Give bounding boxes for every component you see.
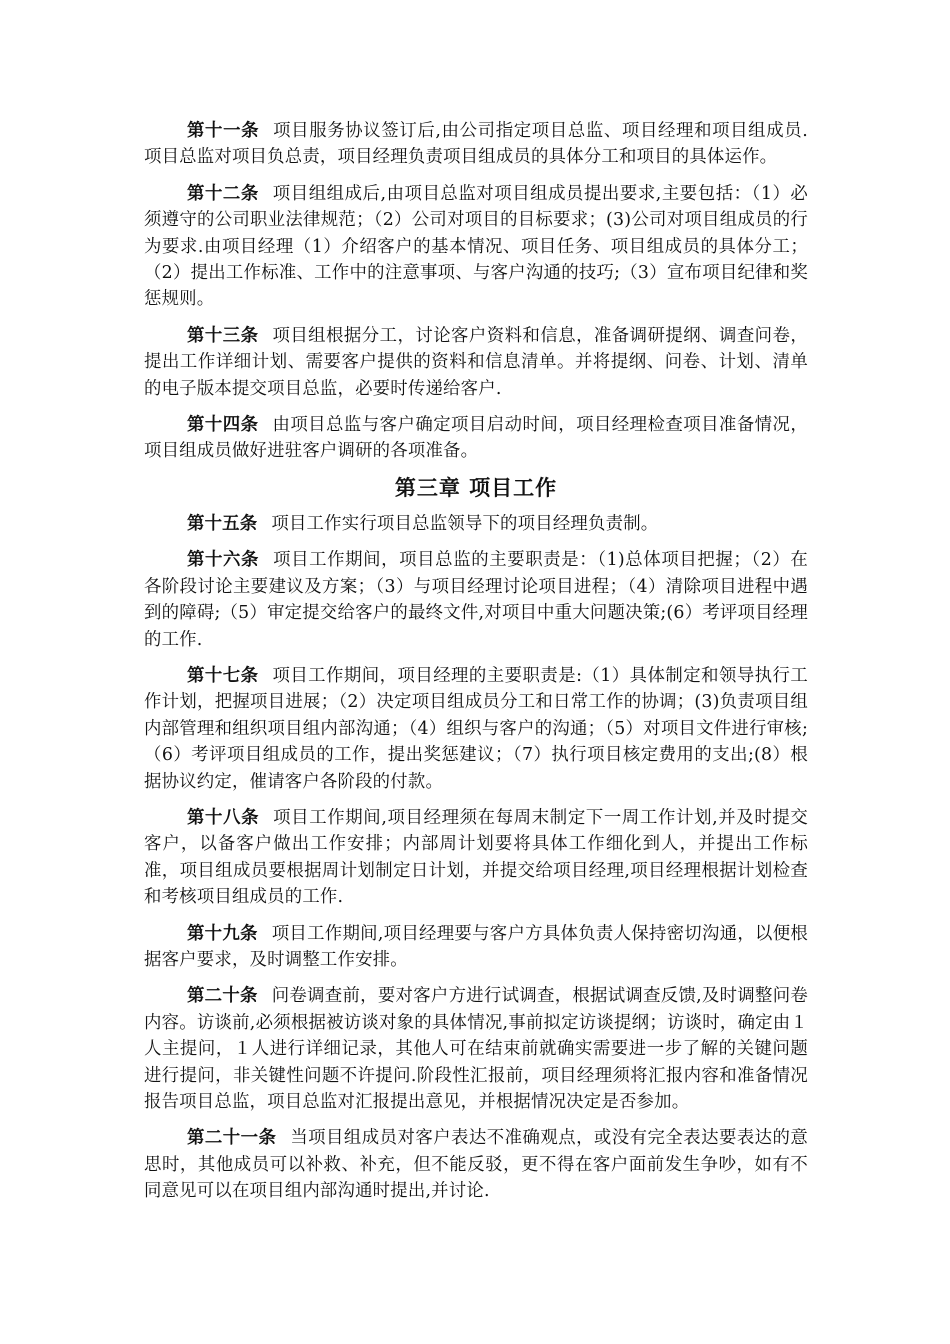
article-label: 第二十一条 [187, 1128, 277, 1149]
article-label: 第十七条 [187, 665, 259, 686]
article-text: 由项目总监与客户确定项目启动时间，项目经理检查项目准备情况，项目组成员做好进驻客户调研的各项准备。 [144, 415, 808, 462]
article-15 [144, 511, 808, 537]
article-16 [144, 547, 808, 653]
article-text: 项目组组成后,由项目总监对项目组成员提出要求,主要包括：（1）必须遵守的公司职业法律规范；（2）公司对项目的目标要求；(3)公司对项目组成员的行为要求.由项目经理（1）介绍客户的基本情况、项目任务、项目组成员的具体分工；（2）提出工作标准、工作中的注意事项、与客户沟通的技巧;（3）宣布项目纪律和奖惩规则。 [144, 183, 808, 310]
article-12 [144, 181, 808, 313]
article-18 [144, 805, 808, 911]
chapter-title: 第三章 项目工作 [394, 474, 558, 500]
article-20 [144, 983, 808, 1115]
article-19 [144, 921, 808, 974]
article-text: 项目工作期间，项目经理的主要职责是:（1）具体制定和领导执行工作计划，把握项目进展；（2）决定项目组成员分工和日常工作的协调；(3)负责项目组内部管理和组织项目组内部沟通；（4）组织与客户的沟通；（5）对项目文件进行审核;（6）考评项目组成员的工作，提出奖惩建议；（7）执行项目核定费用的支出;(8）根据协议约定，催请客户各阶段的付款。 [144, 665, 808, 792]
document-page [144, 118, 808, 1215]
article-label: 第十一条 [187, 121, 260, 141]
article-label: 第十五条 [187, 513, 258, 534]
article-text: 项目工作期间,项目经理要与客户方具体负责人保持密切沟通，以便根据客户要求，及时调整工作安排。 [144, 923, 808, 970]
article-13 [144, 323, 808, 402]
article-label: 第十四条 [187, 415, 259, 436]
article-14 [144, 412, 808, 465]
article-text: 项目服务协议签订后,由公司指定项目总监、项目经理和项目组成员.项目总监对项目负总责，项目经理负责项目组成员的具体分工和项目的具体运作。 [144, 121, 808, 168]
article-text: 当项目组成员对客户表达不准确观点，或没有完全表达要表达的意思时，其他成员可以补救、补充，但不能反驳，更不得在客户面前发生争吵，如有不同意见可以在项目组内部沟通时提出,并讨论. [144, 1128, 808, 1202]
article-text: 项目组根据分工，讨论客户资料和信息，准备调研提纲、调查问卷，提出工作详细计划、需要客户提供的资料和信息清单。并将提纲、问卷、计划、清单的电子版本提交项目总监，必要时传递给客户. [144, 325, 808, 399]
article-text: 项目工作期间,项目经理须在每周末制定下一周工作计划,并及时提交客户，以备客户做出工作安排；内部周计划要将具体工作细化到人，并提出工作标准，项目组成员要根据周计划制定日计划，并提交给项目经理,项目经理根据计划检查和考核项目组成员的工作. [144, 807, 808, 908]
article-label: 第十二条 [187, 183, 259, 204]
article-text: 问卷调查前，要对客户方进行试调查，根据试调查反馈,及时调整问卷内容。访谈前,必须根据被访谈对象的具体情况,事前拟定访谈提纲；访谈时，确定由１人主提问，１人进行详细记录，其他人可在结束前就确实需要进一步了解的关键问题进行提问，非关键性问题不许提问.阶段性汇报前，项目经理须将汇报内容和准备情况报告项目总监，项目总监对汇报提出意见，并根据情况决定是否参加。 [144, 986, 808, 1112]
article-17 [144, 663, 808, 795]
article-label: 第十三条 [187, 325, 259, 346]
article-label: 第二十条 [187, 986, 258, 1007]
article-label: 第十九条 [187, 923, 258, 944]
article-text: 项目工作期间，项目总监的主要职责是：（1)总体项目把握；（2）在各阶段讨论主要建议及方案；（3）与项目经理讨论项目进程；（4）清除项目进程中遇到的障碍;（5）审定提交给客户的最终文件,对项目中重大问题决策;(6）考评项目经理的工作. [144, 550, 808, 650]
article-21 [144, 1125, 808, 1204]
article-label: 第十八条 [187, 807, 260, 828]
article-text: 项目工作实行项目总监领导下的项目经理负责制。 [271, 513, 659, 534]
article-11 [144, 118, 808, 171]
article-label: 第十六条 [187, 550, 260, 571]
